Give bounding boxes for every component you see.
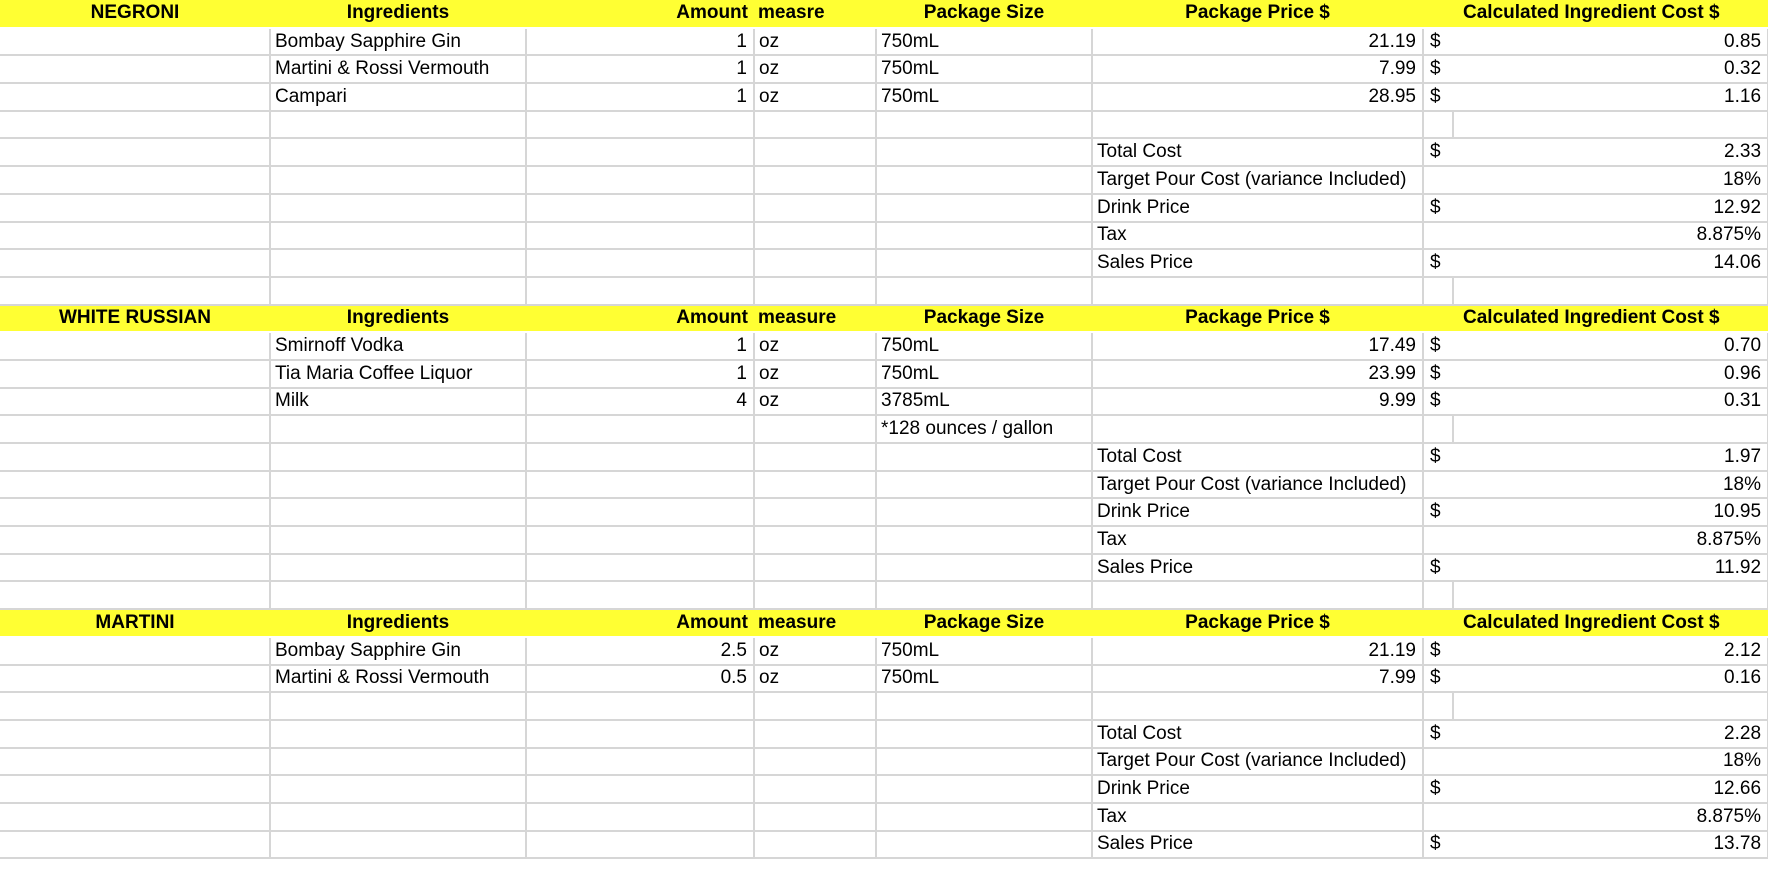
cell-empty[interactable]	[270, 775, 526, 803]
cell-empty[interactable]	[526, 415, 754, 443]
ingredient-amount[interactable]: 1	[526, 332, 754, 360]
cell-empty[interactable]	[0, 277, 270, 305]
ingredient-cost[interactable]: 0.31	[1453, 388, 1768, 416]
ingredient-row	[0, 360, 1768, 388]
ingredient-name[interactable]: Martini & Rossi Vermouth	[270, 55, 526, 83]
cell-empty[interactable]	[0, 554, 270, 582]
ingredient-row	[0, 388, 1768, 416]
currency-symbol[interactable]	[1423, 526, 1453, 554]
cell-empty[interactable]	[1423, 277, 1453, 305]
header-package-size[interactable]: Package Size	[876, 0, 1092, 28]
cell-empty[interactable]	[876, 498, 1092, 526]
cell-empty[interactable]	[0, 471, 270, 499]
cell-empty[interactable]	[1092, 415, 1423, 443]
cell-empty[interactable]	[754, 166, 876, 194]
cell-empty[interactable]	[0, 581, 270, 609]
cell-empty[interactable]	[526, 581, 754, 609]
summary-value[interactable]: 1.97	[1453, 443, 1768, 471]
cell-empty[interactable]	[876, 803, 1092, 831]
currency-symbol[interactable]	[1423, 748, 1453, 776]
ingredient-name[interactable]: Bombay Sapphire Gin	[270, 28, 526, 56]
header-measure[interactable]: measure	[754, 609, 876, 637]
ingredient-package-price[interactable]: 17.49	[1092, 332, 1423, 360]
cell-empty[interactable]	[270, 720, 526, 748]
cell-empty[interactable]	[876, 720, 1092, 748]
cell-empty[interactable]	[1453, 692, 1768, 720]
cell-empty[interactable]	[0, 526, 270, 554]
cell-empty[interactable]	[526, 443, 754, 471]
summary-label[interactable]: Total Cost	[1092, 138, 1423, 166]
cell-empty[interactable]	[0, 28, 270, 56]
ingredient-package-price[interactable]: 21.19	[1092, 28, 1423, 56]
summary-value[interactable]: 18%	[1453, 471, 1768, 499]
currency-symbol[interactable]: $	[1423, 388, 1453, 416]
summary-row	[0, 222, 1768, 250]
cell-empty[interactable]	[270, 748, 526, 776]
package-note[interactable]	[876, 692, 1092, 720]
recipe-header-row	[0, 609, 1768, 637]
cell-empty[interactable]	[526, 526, 754, 554]
cell-empty[interactable]	[876, 775, 1092, 803]
currency-symbol[interactable]: $	[1423, 332, 1453, 360]
header-ingredients[interactable]: Ingredients	[270, 609, 526, 637]
summary-row	[0, 831, 1768, 859]
cell-empty[interactable]	[754, 554, 876, 582]
summary-value[interactable]: 14.06	[1453, 249, 1768, 277]
cell-empty[interactable]	[754, 775, 876, 803]
currency-symbol[interactable]: $	[1423, 637, 1453, 665]
cell-empty[interactable]	[270, 277, 526, 305]
ingredient-name[interactable]: Martini & Rossi Vermouth	[270, 665, 526, 693]
ingredient-measure[interactable]: oz	[754, 28, 876, 56]
cell-empty[interactable]	[0, 83, 270, 111]
cell-empty[interactable]	[270, 222, 526, 250]
cell-empty[interactable]	[754, 443, 876, 471]
cell-empty[interactable]	[526, 471, 754, 499]
cell-empty[interactable]	[270, 249, 526, 277]
cell-empty[interactable]	[0, 803, 270, 831]
cell-empty[interactable]	[526, 194, 754, 222]
cell-empty[interactable]	[0, 637, 270, 665]
summary-label[interactable]: Target Pour Cost (variance Included)	[1092, 748, 1423, 776]
cell-empty[interactable]	[876, 443, 1092, 471]
ingredient-package-price[interactable]: 21.19	[1092, 637, 1423, 665]
currency-symbol[interactable]: $	[1423, 775, 1453, 803]
cell-empty[interactable]	[1453, 581, 1768, 609]
package-note[interactable]: *128 ounces / gallon	[876, 415, 1092, 443]
cell-empty[interactable]	[754, 692, 876, 720]
cell-empty[interactable]	[876, 581, 1092, 609]
cell-empty[interactable]	[0, 249, 270, 277]
summary-label[interactable]: Sales Price	[1092, 554, 1423, 582]
currency-symbol[interactable]: $	[1423, 498, 1453, 526]
summary-row	[0, 526, 1768, 554]
ingredient-amount[interactable]: 0.5	[526, 665, 754, 693]
cell-empty[interactable]	[0, 332, 270, 360]
cell-empty[interactable]	[526, 831, 754, 859]
cell-empty[interactable]	[876, 471, 1092, 499]
cell-empty[interactable]	[876, 554, 1092, 582]
cell-empty[interactable]	[270, 443, 526, 471]
cell-empty[interactable]	[1453, 415, 1768, 443]
cell-empty[interactable]	[526, 775, 754, 803]
summary-label[interactable]: Tax	[1092, 803, 1423, 831]
summary-label[interactable]: Drink Price	[1092, 775, 1423, 803]
cell-empty[interactable]	[270, 803, 526, 831]
cell-empty[interactable]	[526, 498, 754, 526]
ingredient-amount[interactable]: 1	[526, 28, 754, 56]
separator-row	[0, 277, 1768, 305]
header-ingredient-cost[interactable]: Calculated Ingredient Cost $	[1423, 0, 1768, 28]
cell-empty[interactable]	[0, 360, 270, 388]
currency-symbol[interactable]: $	[1423, 83, 1453, 111]
cell-empty[interactable]	[876, 831, 1092, 859]
summary-value[interactable]: 8.875%	[1453, 526, 1768, 554]
currency-symbol[interactable]: $	[1423, 55, 1453, 83]
summary-label[interactable]: Drink Price	[1092, 498, 1423, 526]
cell-empty[interactable]	[0, 720, 270, 748]
ingredient-package-size[interactable]: 750mL	[876, 55, 1092, 83]
cell-empty[interactable]	[0, 775, 270, 803]
ingredient-package-price[interactable]: 9.99	[1092, 388, 1423, 416]
summary-row	[0, 748, 1768, 776]
ingredient-row	[0, 28, 1768, 56]
summary-value[interactable]: 10.95	[1453, 498, 1768, 526]
note-row	[0, 111, 1768, 139]
cell-empty[interactable]	[876, 194, 1092, 222]
ingredient-amount[interactable]: 2.5	[526, 637, 754, 665]
recipe-header-row	[0, 0, 1768, 28]
cell-empty[interactable]	[270, 692, 526, 720]
summary-label[interactable]: Drink Price	[1092, 194, 1423, 222]
ingredient-amount[interactable]: 4	[526, 388, 754, 416]
currency-symbol[interactable]	[1423, 222, 1453, 250]
summary-row	[0, 803, 1768, 831]
recipe-header-row	[0, 305, 1768, 333]
summary-label[interactable]: Target Pour Cost (variance Included)	[1092, 166, 1423, 194]
cell-empty[interactable]	[526, 222, 754, 250]
ingredient-measure[interactable]: oz	[754, 83, 876, 111]
ingredient-measure[interactable]: oz	[754, 665, 876, 693]
summary-row	[0, 166, 1768, 194]
currency-symbol[interactable]	[1423, 803, 1453, 831]
header-amount[interactable]: Amount	[526, 0, 754, 28]
ingredient-package-price[interactable]: 23.99	[1092, 360, 1423, 388]
summary-row	[0, 443, 1768, 471]
ingredient-row	[0, 637, 1768, 665]
ingredient-row	[0, 332, 1768, 360]
recipe-name[interactable]: WHITE RUSSIAN	[0, 305, 270, 333]
cell-empty[interactable]	[270, 415, 526, 443]
recipe-name[interactable]: MARTINI	[0, 609, 270, 637]
ingredient-name[interactable]: Campari	[270, 83, 526, 111]
cell-empty[interactable]	[526, 111, 754, 139]
ingredient-name[interactable]: Milk	[270, 388, 526, 416]
cell-empty[interactable]	[754, 748, 876, 776]
cell-empty[interactable]	[754, 498, 876, 526]
cell-empty[interactable]	[1423, 111, 1453, 139]
cell-empty[interactable]	[0, 498, 270, 526]
ingredient-cost[interactable]: 1.16	[1453, 83, 1768, 111]
cell-empty[interactable]	[0, 443, 270, 471]
ingredient-row	[0, 55, 1768, 83]
summary-value[interactable]: 18%	[1453, 166, 1768, 194]
cell-empty[interactable]	[754, 222, 876, 250]
ingredient-cost[interactable]: 0.32	[1453, 55, 1768, 83]
summary-label[interactable]: Total Cost	[1092, 720, 1423, 748]
cell-empty[interactable]	[754, 471, 876, 499]
cell-empty[interactable]	[526, 720, 754, 748]
currency-symbol[interactable]: $	[1423, 249, 1453, 277]
cell-empty[interactable]	[1423, 692, 1453, 720]
summary-row	[0, 194, 1768, 222]
summary-label[interactable]: Sales Price	[1092, 249, 1423, 277]
ingredient-package-size[interactable]: 750mL	[876, 637, 1092, 665]
cell-empty[interactable]	[754, 277, 876, 305]
cell-empty[interactable]	[754, 720, 876, 748]
cell-empty[interactable]	[876, 526, 1092, 554]
summary-value[interactable]: 18%	[1453, 748, 1768, 776]
cell-empty[interactable]	[876, 138, 1092, 166]
cell-empty[interactable]	[754, 415, 876, 443]
ingredient-package-price[interactable]: 7.99	[1092, 55, 1423, 83]
ingredient-package-size[interactable]: 750mL	[876, 83, 1092, 111]
ingredient-amount[interactable]: 1	[526, 83, 754, 111]
currency-symbol[interactable]: $	[1423, 194, 1453, 222]
cell-empty[interactable]	[754, 581, 876, 609]
summary-row	[0, 775, 1768, 803]
cell-empty[interactable]	[1092, 692, 1423, 720]
cell-empty[interactable]	[876, 166, 1092, 194]
cell-empty[interactable]	[526, 166, 754, 194]
cell-empty[interactable]	[876, 249, 1092, 277]
summary-value[interactable]: 2.28	[1453, 720, 1768, 748]
header-package-size[interactable]: Package Size	[876, 305, 1092, 333]
ingredient-cost[interactable]: 0.70	[1453, 332, 1768, 360]
header-package-price[interactable]: Package Price $	[1092, 0, 1423, 28]
cell-empty[interactable]	[754, 803, 876, 831]
header-ingredients[interactable]: Ingredients	[270, 0, 526, 28]
ingredient-measure[interactable]: oz	[754, 360, 876, 388]
currency-symbol[interactable]: $	[1423, 554, 1453, 582]
summary-row	[0, 471, 1768, 499]
cell-empty[interactable]	[0, 748, 270, 776]
summary-value[interactable]: 2.33	[1453, 138, 1768, 166]
ingredient-cost[interactable]: 0.16	[1453, 665, 1768, 693]
ingredient-row	[0, 83, 1768, 111]
summary-row	[0, 720, 1768, 748]
ingredient-package-size[interactable]: 3785mL	[876, 388, 1092, 416]
summary-label[interactable]: Tax	[1092, 222, 1423, 250]
header-measure[interactable]: measure	[754, 305, 876, 333]
cell-empty[interactable]	[754, 111, 876, 139]
currency-symbol[interactable]: $	[1423, 443, 1453, 471]
cell-empty[interactable]	[526, 692, 754, 720]
header-amount[interactable]: Amount	[526, 609, 754, 637]
summary-label[interactable]: Tax	[1092, 526, 1423, 554]
ingredient-name[interactable]: Smirnoff Vodka	[270, 332, 526, 360]
summary-value[interactable]: 11.92	[1453, 554, 1768, 582]
ingredient-measure[interactable]: oz	[754, 388, 876, 416]
ingredient-name[interactable]: Bombay Sapphire Gin	[270, 637, 526, 665]
header-ingredient-cost[interactable]: Calculated Ingredient Cost $	[1423, 609, 1768, 637]
currency-symbol[interactable]: $	[1423, 360, 1453, 388]
ingredient-cost[interactable]: 0.85	[1453, 28, 1768, 56]
cell-empty[interactable]	[754, 831, 876, 859]
header-package-size[interactable]: Package Size	[876, 609, 1092, 637]
summary-row	[0, 498, 1768, 526]
summary-row	[0, 249, 1768, 277]
ingredient-row	[0, 665, 1768, 693]
currency-symbol[interactable]	[1423, 166, 1453, 194]
cell-empty[interactable]	[1423, 415, 1453, 443]
summary-value[interactable]: 12.66	[1453, 775, 1768, 803]
cell-empty[interactable]	[0, 194, 270, 222]
cell-empty[interactable]	[1092, 111, 1423, 139]
ingredient-package-size[interactable]: 750mL	[876, 28, 1092, 56]
cell-empty[interactable]	[526, 277, 754, 305]
note-row	[0, 692, 1768, 720]
cell-empty[interactable]	[876, 748, 1092, 776]
cell-empty[interactable]	[270, 471, 526, 499]
currency-symbol[interactable]: $	[1423, 28, 1453, 56]
header-package-price[interactable]: Package Price $	[1092, 305, 1423, 333]
summary-label[interactable]: Sales Price	[1092, 831, 1423, 859]
cell-empty[interactable]	[270, 581, 526, 609]
cell-empty[interactable]	[754, 194, 876, 222]
cell-empty[interactable]	[1423, 581, 1453, 609]
cell-empty[interactable]	[270, 166, 526, 194]
summary-value[interactable]: 8.875%	[1453, 803, 1768, 831]
header-amount[interactable]: Amount	[526, 305, 754, 333]
header-ingredient-cost[interactable]: Calculated Ingredient Cost $	[1423, 305, 1768, 333]
cell-empty[interactable]	[0, 415, 270, 443]
cell-empty[interactable]	[526, 249, 754, 277]
currency-symbol[interactable]: $	[1423, 665, 1453, 693]
cell-empty[interactable]	[754, 249, 876, 277]
cell-empty[interactable]	[754, 138, 876, 166]
cell-empty[interactable]	[526, 748, 754, 776]
ingredient-amount[interactable]: 1	[526, 360, 754, 388]
cell-empty[interactable]	[270, 138, 526, 166]
cell-empty[interactable]	[1092, 277, 1423, 305]
currency-symbol[interactable]: $	[1423, 831, 1453, 859]
cell-empty[interactable]	[0, 222, 270, 250]
summary-value[interactable]: 12.92	[1453, 194, 1768, 222]
cell-empty[interactable]	[526, 138, 754, 166]
cell-empty[interactable]	[270, 554, 526, 582]
cell-empty[interactable]	[0, 831, 270, 859]
cell-empty[interactable]	[754, 526, 876, 554]
cell-empty[interactable]	[1092, 581, 1423, 609]
package-note[interactable]	[876, 111, 1092, 139]
cell-empty[interactable]	[0, 692, 270, 720]
header-measure[interactable]: measre	[754, 0, 876, 28]
cell-empty[interactable]	[0, 665, 270, 693]
ingredient-package-price[interactable]: 7.99	[1092, 665, 1423, 693]
ingredient-measure[interactable]: oz	[754, 332, 876, 360]
summary-value[interactable]: 8.875%	[1453, 222, 1768, 250]
cell-empty[interactable]	[876, 277, 1092, 305]
summary-value[interactable]: 13.78	[1453, 831, 1768, 859]
cell-empty[interactable]	[270, 526, 526, 554]
recipe-name[interactable]: NEGRONI	[0, 0, 270, 28]
ingredient-package-size[interactable]: 750mL	[876, 360, 1092, 388]
ingredient-name[interactable]: Tia Maria Coffee Liquor	[270, 360, 526, 388]
currency-symbol[interactable]	[1423, 471, 1453, 499]
header-ingredients[interactable]: Ingredients	[270, 305, 526, 333]
cell-empty[interactable]	[270, 111, 526, 139]
summary-label[interactable]: Target Pour Cost (variance Included)	[1092, 471, 1423, 499]
cell-empty[interactable]	[270, 498, 526, 526]
currency-symbol[interactable]: $	[1423, 138, 1453, 166]
ingredient-amount[interactable]: 1	[526, 55, 754, 83]
ingredient-measure[interactable]: oz	[754, 55, 876, 83]
summary-row	[0, 554, 1768, 582]
cell-empty[interactable]	[0, 138, 270, 166]
ingredient-package-size[interactable]: 750mL	[876, 332, 1092, 360]
cell-empty[interactable]	[0, 111, 270, 139]
ingredient-package-price[interactable]: 28.95	[1092, 83, 1423, 111]
cell-empty[interactable]	[876, 222, 1092, 250]
cell-empty[interactable]	[0, 55, 270, 83]
cell-empty[interactable]	[270, 831, 526, 859]
note-row	[0, 415, 1768, 443]
ingredient-cost[interactable]: 0.96	[1453, 360, 1768, 388]
ingredient-cost[interactable]: 2.12	[1453, 637, 1768, 665]
summary-label[interactable]: Total Cost	[1092, 443, 1423, 471]
ingredient-package-size[interactable]: 750mL	[876, 665, 1092, 693]
currency-symbol[interactable]: $	[1423, 720, 1453, 748]
ingredient-measure[interactable]: oz	[754, 637, 876, 665]
cell-empty[interactable]	[1453, 111, 1768, 139]
cell-empty[interactable]	[270, 194, 526, 222]
header-package-price[interactable]: Package Price $	[1092, 609, 1423, 637]
cell-empty[interactable]	[0, 166, 270, 194]
summary-row	[0, 138, 1768, 166]
cell-empty[interactable]	[0, 388, 270, 416]
cell-empty[interactable]	[1453, 277, 1768, 305]
cell-empty[interactable]	[526, 554, 754, 582]
separator-row	[0, 581, 1768, 609]
cell-empty[interactable]	[526, 803, 754, 831]
